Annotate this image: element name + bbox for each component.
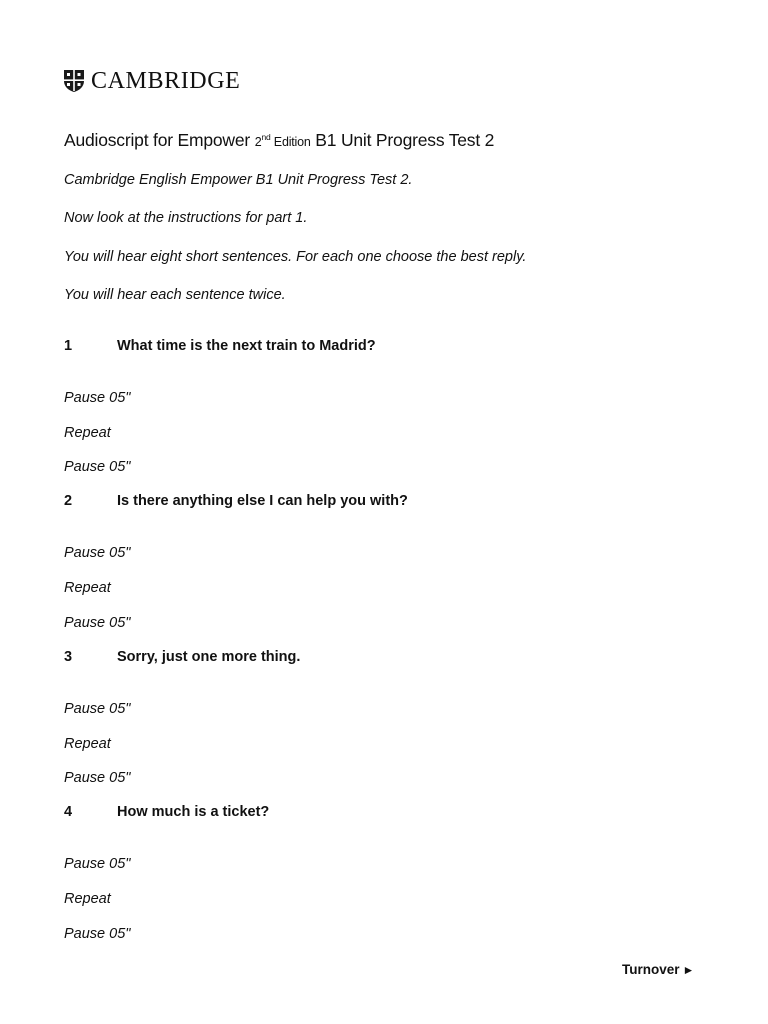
play-arrow-icon: ►	[682, 963, 695, 977]
pause-line: Pause 05"	[64, 615, 131, 631]
question-item	[64, 338, 376, 354]
question-number: 1	[64, 338, 73, 354]
repeat-line: Repeat	[64, 891, 111, 907]
question-text: What time is the next train to Madrid?	[117, 338, 376, 354]
question-number: 2	[64, 493, 73, 509]
pause-line: Pause 05"	[64, 545, 131, 561]
question-number: 3	[64, 649, 73, 665]
intro-line: You will hear each sentence twice.	[64, 287, 286, 303]
turnover-label: Turnover	[622, 962, 680, 977]
cambridge-shield-icon	[63, 69, 85, 93]
question-item	[64, 804, 269, 820]
pause-line: Pause 05"	[64, 701, 131, 717]
title-part-1: Audioscript for Empower	[64, 130, 255, 150]
logo-wordmark: CAMBRIDGE	[91, 68, 241, 94]
title-edition: 2nd Edition	[254, 132, 311, 149]
pause-line: Pause 05"	[64, 459, 131, 475]
cambridge-logo	[63, 68, 240, 94]
document-title	[64, 130, 494, 151]
question-item	[64, 649, 300, 665]
question-item	[64, 493, 408, 509]
intro-line: Now look at the instructions for part 1.	[64, 210, 308, 226]
pause-line: Pause 05"	[64, 770, 131, 786]
intro-line: You will hear eight short sentences. For each one choose the best reply.	[64, 249, 527, 265]
intro-line: Cambridge English Empower B1 Unit Progress Test 2.	[64, 172, 413, 188]
question-text: Sorry, just one more thing.	[117, 649, 301, 665]
repeat-line: Repeat	[64, 736, 111, 752]
question-number: 4	[64, 804, 73, 820]
pause-line: Pause 05"	[64, 926, 131, 942]
repeat-line: Repeat	[64, 580, 111, 596]
question-text: Is there anything else I can help you with?	[117, 493, 408, 509]
title-part-2: B1 Unit Progress Test 2	[310, 130, 495, 150]
repeat-line: Repeat	[64, 425, 111, 441]
pause-line: Pause 05"	[64, 856, 131, 872]
pause-line: Pause 05"	[64, 390, 131, 406]
turnover-indicator	[622, 962, 694, 977]
question-text: How much is a ticket?	[117, 804, 270, 820]
